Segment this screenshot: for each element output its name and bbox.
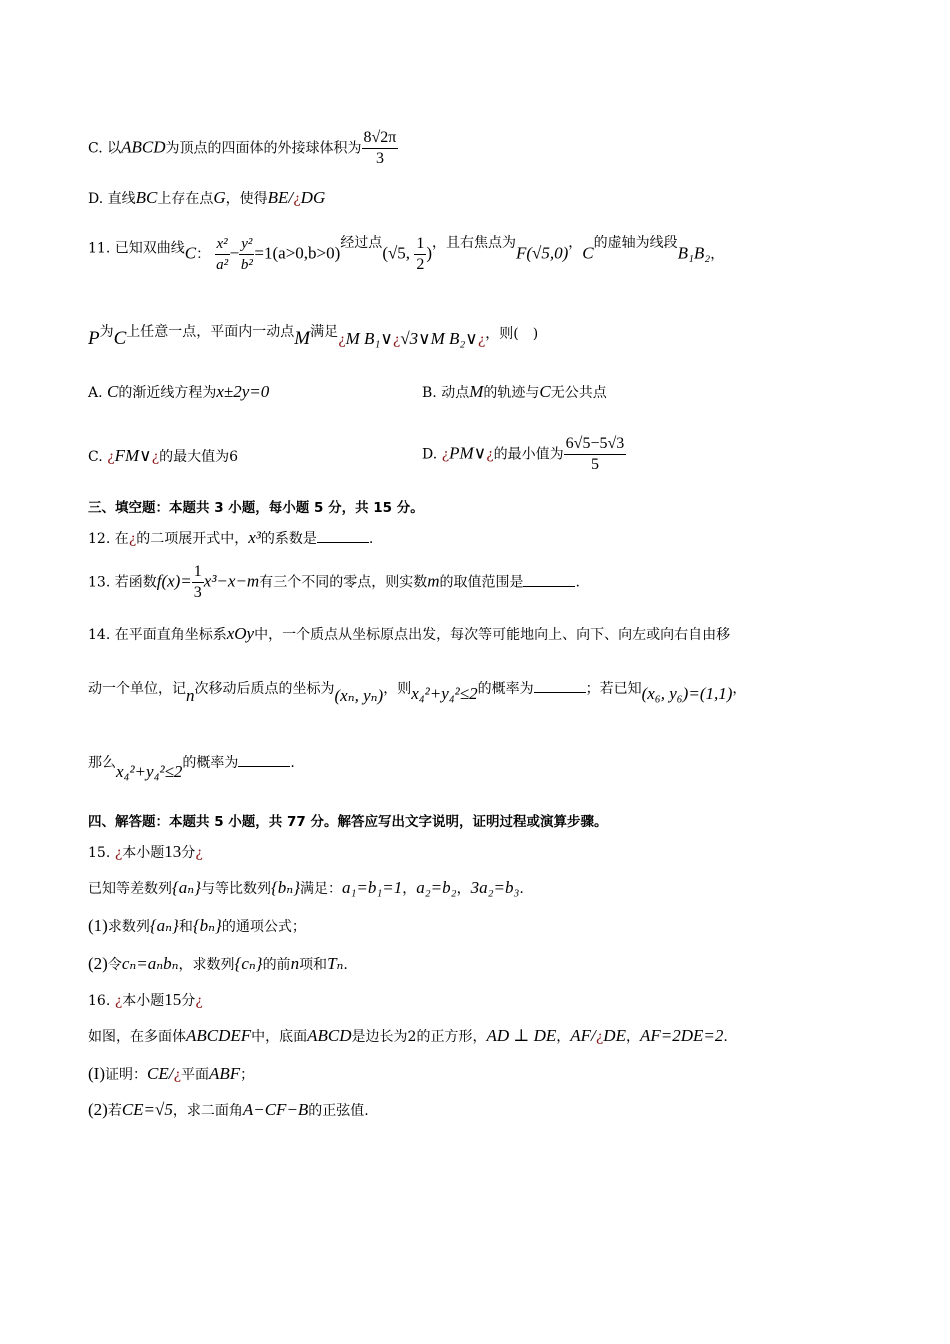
fraction: $\frac{8√2\pi}{3}$ [363,129,397,167]
fraction: $\frac{6√5-5√3}{5}$ [565,435,625,473]
section-3-heading: 三、填空题：本题共 3 小题，每小题 5 分，共 15 分。 [88,500,424,516]
question-16-part-1: (I)证明：CE/¿平面ABF； [88,1064,255,1083]
question-11-option-c: C. ¿FM∨¿的最大值为6 [88,446,239,465]
question-12: 12. 在¿的二项展开式中，x³的系数是 . [88,528,374,547]
fraction: $\frac{1}{2}$ [416,235,425,273]
question-11-option-a: A. C的渐近线方程为x±2y=0 [88,382,270,401]
answer-blank[interactable] [534,680,586,693]
question-11-option-d: D. ¿PM∨¿的最小值为 $\frac{6√5-5√3}{5}$ [422,435,625,473]
fraction: $\frac{\text{x²}}{\text{a²}}$ [216,236,229,273]
option-d-line: D. 直线BC上存在点G，使得BE/¿DG [88,188,326,207]
question-11-option-b: B. 动点M的轨迹与C无公共点 [422,382,607,401]
fraction: $\frac{1}{3}$ [193,563,202,601]
question-15-stem: 已知等差数列{aₙ}与等比数列{bₙ}满足：a₁=b₁=1，a₂=b₂，3a₂=b₃. [88,878,524,897]
answer-blank[interactable] [317,530,369,543]
question-16-part-2: (2)若CE=√5，求二面角A−CF−B的正弦值. [88,1100,369,1119]
question-13: 13. 若函数f(x)= $\frac{1}{3}$ x³−x−m有三个不同的零点，则实数m的取值范围是 . [88,563,580,601]
question-11-stem: 11. 已知双曲线C： $\frac{\text{x²}}{\text{a²}}$ − $\frac{\text{y²}}{\text{b²}}$ =1(a>0,b>0)经过点(√5, $\frac{1}{2}$ )，且右焦点为F(√5,0)，C的虚轴为线段B₁B₂， [88,234,725,273]
text: 为顶点的四面体的外接球体积为 [165,140,362,157]
question-16-stem: 如图，在多面体ABCDEF中，底面ABCD是边长为2的正方形，AD ⊥ DE，AF/¿DE，AF=2DE=2. [88,1026,728,1045]
question-15-part-2: (2)令cₙ=aₙbₙ，求数列{cₙ}的前n项和Tₙ. [88,954,348,973]
question-11-stem-line2: P为C上任意一点，平面内一动点M满足¿M B₁∨¿√3∨M B₂∨¿，则( ) [88,324,539,349]
math: ABCD [121,137,166,157]
option-c-line [88,128,398,169]
answer-blank[interactable] [238,754,290,767]
option-label: C. 以 [88,140,122,157]
question-14: 14. 在平面直角坐标系xOy中，一个质点从坐标原点出发，每次等可能地向上、向下、向左或向右自由移 [88,624,731,643]
question-14-line3: 那么x₄²+y₄²≤2的概率为 . [88,755,295,781]
question-15-part-1: (1)求数列{aₙ}和{bₙ}的通项公式； [88,916,306,935]
question-15-heading: 15. ¿本小题13分¿ [88,842,203,861]
question-16-heading: 16. ¿本小题15分¿ [88,990,203,1009]
fraction: $\frac{\text{y²}}{\text{b²}}$ [240,236,253,273]
answer-blank[interactable] [523,574,575,587]
question-14-line2: 动一个单位，记n次移动后质点的坐标为(xₙ, yₙ)，则x₄²+y₄²≤2的概率为 ；若已知(x₆, y₆)=(1,1)， [88,681,747,705]
section-4-heading: 四、解答题：本题共 5 小题，共 77 分。解答应写出文字说明，证明过程或演算步骤。 [88,814,608,830]
